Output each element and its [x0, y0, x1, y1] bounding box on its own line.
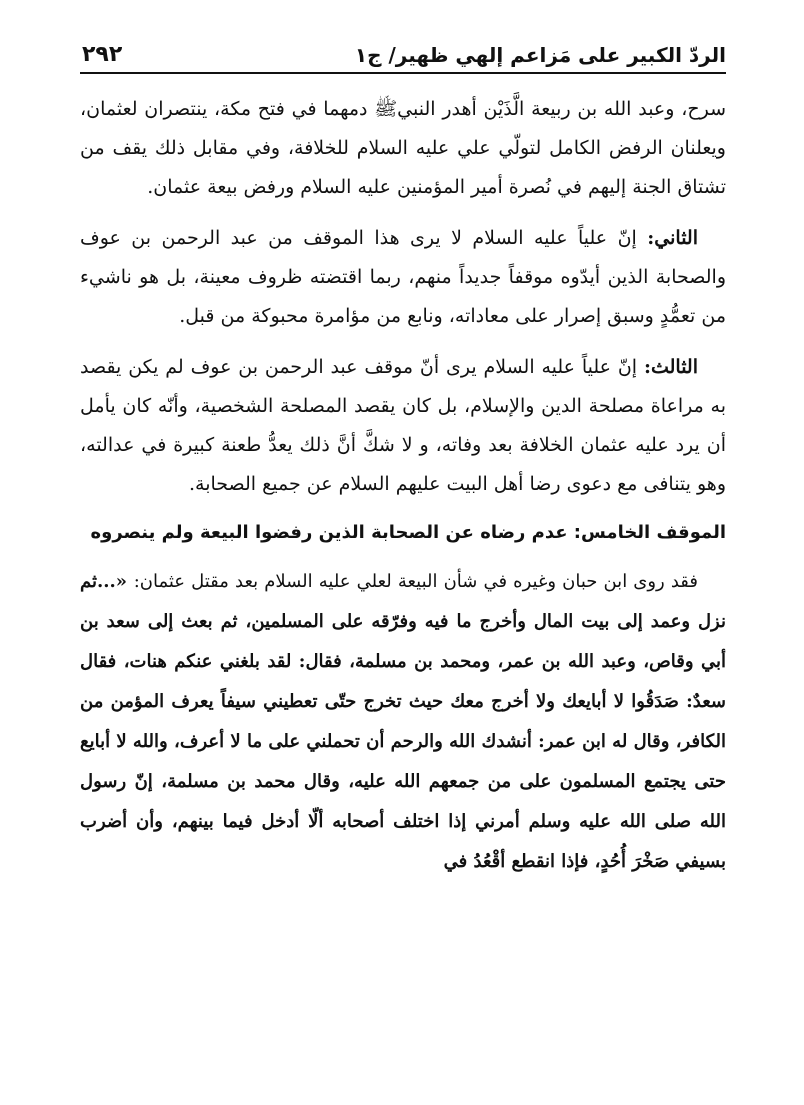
- narration-quote: «...ثم نزل وعمد إلى بيت المال وأخرج ما فيه وفرّقه على المسلمين، ثم بعث إلى سعد بن أبي وقاص، وعبد الله بن عمر، ومحمد بن مسلمة، فقال: لقد بلغني عنكم هنات، فقال سعدٌ: صَدَقُوا لا أبايعك ولا أخرج معك حيث تخرج حتّى تعطيني سيفاً يعرف المؤمن من الكافر، وقال له ابن عمر: أنشدك الله والرحم أن تحملني على ما لا أعرف، والله لا أبايع حتى يجتمع المسلمون على من جمعهم الله عليه، وقال محمد بن مسلمة، إنّ رسول الله صلى الله عليه وسلم أمرني إذا اختلف أصحابه ألّا أدخل فيما بينهم، وأن أضرب بسيفي صَخْرَ أُحُدٍ، فإذا انقطع أقْعُدُ في: [80, 571, 726, 872]
- book-title: الردّ الكبير على مَزاعم إلهي ظهير/ ج١: [354, 43, 726, 67]
- page-number: ٢٩٢: [82, 42, 123, 67]
- section-heading: الموقف الخامس: عدم رضاه عن الصحابة الذين رفضوا البيعة ولم ينصروه: [90, 522, 726, 543]
- paragraph-third-point: [80, 348, 726, 504]
- point-label: الثاني:: [647, 227, 698, 249]
- paragraph-text: إنّ علياً عليه السلام لا يرى هذا الموقف من عبد الرحمن بن عوف والصحابة الذين أيدّوه موقفاً جديداً منهم، ربما اقتضته ظروف معينة، بل هو ناشيء من تعمُّدٍ وسبق إصرار على معاداته، ونابع من مؤامرة محبوكة من قبل.: [80, 227, 726, 327]
- body-text: [80, 90, 726, 894]
- paragraph-continued: [80, 90, 726, 207]
- paragraph-narration: [80, 562, 726, 882]
- narration-intro: فقد روى ابن حبان وغيره في شأن البيعة لعلي عليه السلام بعد مقتل عثمان:: [133, 571, 698, 592]
- header-rule: [80, 72, 726, 74]
- paragraph-text: سرح، وعبد الله بن ربيعة الَّذَيْن أهدر النبيﷺ دمهما في فتح مكة، ينتصران لعثمان، ويعلنان الرفض الكامل لتولّي علي عليه السلام للخلافة، وفي مقابل ذلك يقف من تشتاق الجنة إليهم في نُصرة أمير المؤمنين عليه السلام ورفض بيعة عثمان.: [80, 98, 726, 198]
- paragraph-text: إنّ علياً عليه السلام يرى أنّ موقف عبد الرحمن بن عوف لم يكن يقصد به مراعاة مصلحة الدين والإسلام، بل كان يقصد المصلحة الشخصية، وأنّه كان يأمل أن يرد عليه عثمان الخلافة بعد وفاته، و لا شكَّ أنَّ ذلك يعدُّ طعنة كبيرة في عدالته، وهو يتنافى مع دعوى رضا أهل البيت عليهم السلام عن جميع الصحابة.: [80, 356, 726, 495]
- point-label: الثالث:: [643, 356, 699, 378]
- paragraph-second-point: [80, 219, 726, 336]
- running-header: [82, 28, 726, 70]
